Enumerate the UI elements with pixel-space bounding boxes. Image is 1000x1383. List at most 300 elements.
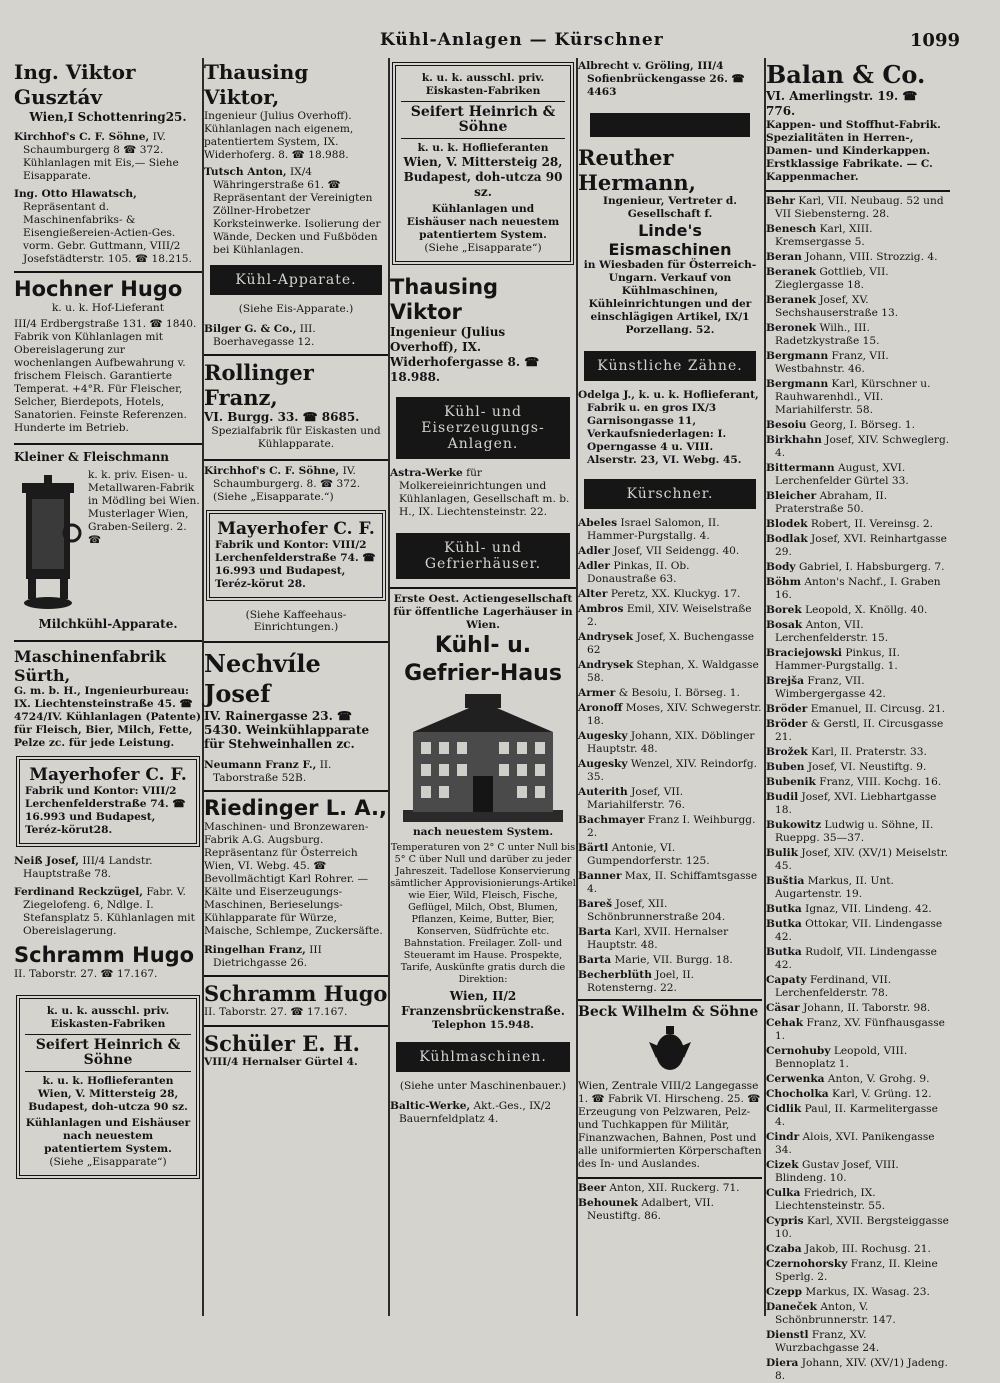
entry-name: Kirchhof's C. F. Söhne,: [14, 131, 150, 143]
directory-entry: [766, 1088, 950, 1101]
directory-entry: [766, 791, 950, 817]
entry-name: Body: [766, 561, 796, 573]
directory-entry: [766, 533, 950, 559]
directory-entry: [390, 467, 576, 519]
entry-name: Butka: [766, 903, 802, 915]
entry-text: Karl, VII. Neubaug. 52 und VII Siebensterng. 28.: [775, 195, 944, 220]
entry-text: & Besoiu, I. Börseg. 1.: [618, 687, 740, 699]
entry-name: Neumann Franz F.,: [204, 759, 317, 771]
entry-name: Andrysek: [578, 659, 634, 671]
entry-name: Bleicher: [766, 490, 817, 502]
entry-text: Israel Salomon, II. Hammer-Purgstallg. 4.: [587, 517, 720, 542]
section-heading: Künstliche Zähne.: [584, 351, 756, 381]
entry-text: Karl, XIII. Kremsergasse 5.: [775, 223, 873, 248]
directory-entry: [766, 946, 950, 972]
advertisement: [204, 975, 388, 1019]
advertiser-text: Ingenieur (Julius Overhoff), IX. Widerhofergasse 8. ☎ 18.988.: [390, 325, 540, 384]
entry-list: [578, 517, 762, 995]
entry-text: August, XVI. Lerchenfelder Gürtel 33.: [775, 462, 909, 487]
entry-text: Georg, I. Börseg. 1.: [809, 419, 915, 431]
entry-name: Culka: [766, 1187, 801, 1199]
entry-text: Josef, VII Seidengg. 40.: [613, 545, 740, 557]
advertisement: [390, 275, 576, 385]
entry-text: Josef, XII. Schönbrunnerstraße 204.: [587, 898, 726, 923]
entry-name: Neiß Josef,: [14, 855, 79, 867]
entry-name: Cypris: [766, 1215, 804, 1227]
entry-name: Bosak: [766, 619, 803, 631]
column-1: [14, 60, 202, 1318]
advertiser-name: Reuther Hermann,: [578, 145, 696, 195]
entry-name: Ringelhan Franz,: [204, 944, 306, 956]
entry-text: Friedrich, IX. Liechtensteinstr. 55.: [775, 1187, 886, 1212]
directory-entry: [766, 1329, 950, 1355]
advertisement: [204, 790, 388, 938]
advertiser-text: Fabrik und Kontor: VIII/2 Lerchenfelderstraße 74. ☎ 16.993 und Budapest, Teréz-körut 28.: [215, 539, 376, 590]
entry-text: Ignaz, VII. Lindeng. 42.: [805, 903, 932, 915]
entry-name: Bärtl: [578, 842, 609, 854]
entry-name: Adler: [578, 545, 610, 557]
entry-name: Cindr: [766, 1131, 800, 1143]
directory-entry: [766, 1357, 950, 1383]
entry-text: Anton, VII. Lerchenfelderstr. 15.: [775, 619, 889, 644]
advertiser-subtitle: k. u. k. Hoflieferanten: [42, 1075, 174, 1087]
entry-text: Pinkus, II. Hammer-Purgstallg. 1.: [775, 647, 900, 672]
entry-name: Buben: [766, 761, 805, 773]
entry-text: Paul, II. Karmelitergasse 4.: [775, 1103, 938, 1128]
entry-name: Andrysek: [578, 631, 634, 643]
entry-text: Gabriel, I. Habsburgerg. 7.: [798, 561, 945, 573]
directory-entry: [766, 251, 950, 264]
entry-text: Josef, XVI. Reinhartgasse 29.: [775, 533, 947, 558]
advertiser-extra: Kühlanlagen und Eishäuser nach neuestem patentiertem System.: [406, 203, 560, 241]
advertiser-extra: Kühlanlagen und Eishäuser nach neuestem patentiertem System.: [25, 1117, 191, 1155]
entry-text: Jakob, III. Rochusg. 21.: [804, 1243, 931, 1255]
directory-entry: [578, 702, 762, 728]
advertiser-text: VIII/4 Hernalser Gürtel 4.: [204, 1056, 358, 1068]
directory-entry: [766, 419, 950, 432]
entry-text: Karl, XVII. Hernalser Hauptstr. 48.: [587, 926, 729, 951]
advertiser-rest: in Wiesbaden für Österreich-Ungarn. Verkauf von Kühlmaschinen, Kühleinrichtungen und der einschlägigen Artikel, IX/1 Porzellang. 52.: [583, 259, 757, 336]
entry-name: Diera: [766, 1357, 799, 1369]
entry-text: Joel, II. Rotensterng. 22.: [587, 969, 695, 994]
entry-text: Karl, V. Grüng. 12.: [832, 1088, 932, 1100]
entry-text: Franz, XV. Fünfhausgasse 1.: [775, 1017, 945, 1042]
directory-entry: [578, 730, 762, 756]
entry-name: Odelga J.,: [578, 389, 635, 401]
advertiser-name: Schüler E. H.: [204, 1031, 360, 1056]
entry-name: Bittermann: [766, 462, 835, 474]
entry-text: Karl, XVII. Bergsteiggasse 10.: [775, 1215, 949, 1240]
entry-name: Behounek: [578, 1197, 638, 1209]
entry-name: Cerwenka: [766, 1073, 825, 1085]
directory-entry: [766, 761, 950, 774]
advertiser-text: Wien, Zentrale VIII/2 Langegasse 1. ☎ Fabrik VI. Hirscheng. 25. ☎ Erzeugung von Pelzwaren, Pelz- und Tuchkappen für Militär, Finanzwachen, Bahnen, Post und alle uniformierten Körperschaften des In- und Auslandes.: [578, 1080, 762, 1170]
section-heading: Kühl- und Eiserzeugungs-Anlagen.: [396, 397, 570, 459]
entry-text: Anton, XII. Ruckerg. 71.: [609, 1182, 740, 1194]
advertiser-name: Beck Wilhelm & Söhne: [578, 1004, 759, 1020]
entry-text: Alois, XVI. Panikengasse 34.: [775, 1131, 935, 1156]
entry-name: Ferdinand Reckzügel,: [14, 886, 143, 898]
advertisement: [204, 354, 388, 451]
entry-name: Czepp: [766, 1286, 803, 1298]
directory-entry: [390, 1100, 576, 1126]
advertiser-name: Rollinger Franz,: [204, 360, 314, 410]
column-4: [578, 60, 762, 1318]
advertisement-box: [16, 756, 200, 847]
advertiser-text: II. Taborstr. 27. ☎ 17.167.: [204, 1006, 348, 1018]
entry-text: & Gerstl, II. Circusgasse 21.: [775, 718, 944, 743]
advertiser-text: III/4 Erdbergstraße 131. ☎ 1840. Fabrik von Kühlanlagen mit Obereislagerung zur wochenlangen Aufbewahrung v. frischem Fleisch. Garantierte Temperat. +4°R. Für Fleischer, Selcher, Bierdepots, Hotels, Sanatorien. Feinste Referenzen. Hunderte im Betrieb.: [14, 318, 197, 434]
directory-entry: [766, 875, 950, 901]
entry-text: Adalbert, VII. Neustiftg. 86.: [587, 1197, 714, 1222]
advertiser-text: Temperaturen von 2° C unter Null bis 5° C über Null und darüber zu jeder Jahreszeit. Tadellose Konservierung sämtlicher Approvisionierungs-Artikel wie Eier, Wild, Fleisch, Fische, Geflügel, Milch, Obst, Blumen, Pflanzen, Keime, Butter, Bier, Konserven, Südfrüchte etc. Bahnstation. Freilager. Zoll- und Steueramt im Hause. Prospekte, Tarife, Auskünfte gratis durch die Direktion:: [390, 842, 576, 985]
entry-text: Josef, XV. Sechshauserstraße 13.: [775, 294, 899, 319]
page-number: 1099: [909, 30, 960, 51]
entry-name: Bergmann: [766, 378, 829, 390]
directory-entry: [578, 969, 762, 995]
entry-name: Capaty: [766, 974, 807, 986]
directory-entry: [766, 776, 950, 789]
directory-entry: [766, 195, 950, 221]
illustration-caption: nach neuestem System.: [412, 826, 554, 838]
entry-text: Marie, VII. Burgg. 18.: [614, 954, 733, 966]
directory-entry: [766, 322, 950, 348]
advertiser-text: G. m. b. H., Ingenieurbureau: IX. Liechtensteinstraße 45. ☎ 4724/IV. Kühlanlagen (Patente) für Fleisch, Bier, Milch, Fette, Pelze zc. für jede Leistung.: [14, 685, 201, 749]
advertisement: [578, 999, 762, 1171]
entry-name: Aronoff: [578, 702, 623, 714]
advertisement: [204, 60, 388, 162]
entry-text: Gottlieb, VII. Zieglergasse 18.: [775, 266, 889, 291]
advertiser-phone: Telephon 15.948.: [432, 1019, 534, 1031]
directory-entry: [578, 603, 762, 629]
advertiser-name: Mayerhofer C. F.: [217, 519, 375, 539]
directory-entry: [766, 1017, 950, 1043]
entry-name: Bergmann: [766, 350, 829, 362]
advertiser-name: Thausing Viktor: [390, 275, 499, 324]
entry-name: Butka: [766, 918, 802, 930]
directory-entry: [766, 350, 950, 376]
entry-text: Emil, XIV. Weiselstraße 2.: [587, 603, 752, 628]
entry-text: Johann, VIII. Strozzig. 4.: [805, 251, 938, 263]
advertiser-name: Kühl- u. Gefrier-Haus: [404, 633, 562, 686]
advertiser-subtitle: k. u. k. Hoflieferanten: [417, 142, 549, 154]
advertiser-note: (Siehe „Eisapparate“): [424, 242, 542, 254]
eagle-crest-icon: [645, 1024, 695, 1076]
directory-entry: [766, 819, 950, 845]
entry-name: Besoiu: [766, 419, 807, 431]
directory-entry: [766, 1045, 950, 1071]
entry-name: Banner: [578, 870, 622, 882]
directory-entry: [766, 1243, 950, 1256]
advertiser-text: Wien, V. Mittersteig 28, Budapest, doh-utcza 90 sz.: [403, 155, 563, 199]
section-heading: Kühlmaschinen.: [396, 1042, 570, 1072]
entry-name: Budil: [766, 791, 799, 803]
entry-text: Peretz, XX. Kluckyg. 17.: [610, 588, 741, 600]
entry-text: Stephan, X. Waldgasse 58.: [587, 659, 759, 684]
entry-name: Baltic-Werke,: [390, 1100, 471, 1112]
advertisement: [14, 443, 202, 632]
entry-name: Albrecht v. Gröling,: [578, 60, 694, 72]
entry-name: Bulik: [766, 847, 799, 859]
advertisement: [578, 145, 762, 337]
entry-name: Birkhahn: [766, 434, 822, 446]
advertisement: [14, 640, 202, 750]
directory-entry: [578, 1182, 762, 1195]
advertiser-text: Kappen- und Stoffhut-Fabrik. Spezialitäten in Herren-, Damen- und Kinderkappen. Erstklassige Fabrikate. — C. Kappenmacher.: [766, 119, 941, 183]
entry-text: Repräsentant d. Maschinenfabriks- & Eisengießereien-Actien-Ges. vorm. Gebr. Guttmann, VIII/2 Josefstädterstr. 105. ☎ 18.215.: [23, 201, 192, 265]
entry-name: Ambros: [578, 603, 624, 615]
advertiser-product: Milchkühl-Apparate.: [38, 617, 178, 631]
directory-entry: [14, 855, 202, 881]
advertiser-name: Schramm Hugo: [14, 943, 195, 967]
entry-name: Kirchhof's C. F. Söhne,: [204, 465, 340, 477]
directory-entry: [766, 223, 950, 249]
section-heading: Kürschner.: [584, 479, 756, 509]
column-5: [766, 60, 950, 1382]
entry-name: Augesky: [578, 730, 628, 742]
entry-text: Franz, II. Kleine Sperlg. 2.: [775, 1258, 938, 1283]
entry-name: Beronek: [766, 322, 817, 334]
entry-text: Johann, XIX. Döblinger Hauptstr. 48.: [587, 730, 755, 755]
entry-name: Behr: [766, 195, 795, 207]
entry-text: Franz, VII. Wimbergergasse 42.: [775, 675, 886, 700]
entry-text: Leopold, X. Knöllg. 40.: [805, 604, 928, 616]
entry-text: k. u. k. Hoflieferant, Fabrik u. en gros IX/3 Garnisongasse 11, Verkaufsniederlagen: I. Operngasse 4 u. VIII. Alserstr. 23, VI. Webg. 45.: [587, 389, 759, 466]
directory-entry: [204, 944, 388, 970]
directory-entry: [766, 378, 950, 417]
section-heading: Kühl-Apparate.: [210, 265, 382, 295]
entry-name: Borek: [766, 604, 802, 616]
entry-text: Franz, XV. Wurzbachgasse 24.: [775, 1329, 880, 1354]
entry-text: Antonie, VI. Gumpendorferstr. 125.: [587, 842, 710, 867]
entry-name: Bareš: [578, 898, 613, 910]
advertiser-name: Ing. Viktor Gusztáv: [14, 60, 136, 109]
entry-name: Butka: [766, 946, 802, 958]
directory-entry: [766, 1002, 950, 1015]
advertisement: [204, 1025, 388, 1069]
directory-entry: [766, 746, 950, 759]
entry-text: III/4 Sofienbrückengasse 26. ☎ 4463: [587, 60, 745, 98]
entry-name: Chocholka: [766, 1088, 829, 1100]
entry-text: Josef, X. Buchengasse 62: [587, 631, 755, 656]
directory-entry: [204, 323, 388, 349]
entry-text: IV. Schaumburgerg 8 ☎ 372. Kühlanlagen mit Eis,— Siehe Eisapparate.: [23, 131, 179, 182]
advertiser-name: Balan & Co.: [766, 60, 926, 89]
directory-entry: [766, 918, 950, 944]
entry-name: Bröder: [766, 718, 808, 730]
advertiser-name: Seifert Heinrich & Söhne: [25, 1034, 191, 1072]
advertiser-text: IV. Rainergasse 23. ☎ 5430. Weinkühlapparate für Stehweinhallen zc.: [204, 709, 370, 751]
directory-entry: [766, 1286, 950, 1299]
entry-name: Auterith: [578, 786, 628, 798]
entry-name: Beer: [578, 1182, 607, 1194]
entry-text: Johann, II. Taborstr. 98.: [803, 1002, 931, 1014]
directory-entry: [204, 166, 388, 257]
entry-name: Becherblüth: [578, 969, 652, 981]
advertisement: [14, 60, 202, 125]
cross-reference: (Siehe Kaffeehaus-Einrichtungen.): [245, 609, 347, 633]
entry-name: Bilger G. & Co.,: [204, 323, 297, 335]
directory-entry: [766, 1215, 950, 1241]
directory-entry: [14, 131, 202, 183]
entry-name: Beranek: [766, 294, 816, 306]
section-divider-band: [590, 113, 750, 137]
advertiser-name: Mayerhofer C. F.: [29, 765, 187, 785]
directory-entry: [578, 389, 762, 467]
advertiser-note: (Siehe „Eisapparate“): [49, 1156, 167, 1168]
directory-entry: [578, 1197, 762, 1223]
entry-name: Dienstl: [766, 1329, 809, 1341]
directory-entry: [578, 517, 762, 543]
directory-entry: [578, 786, 762, 812]
entry-text: Ferdinand, VII. Lerchenfelderstr. 78.: [775, 974, 892, 999]
entry-name: Astra-Werke: [390, 467, 463, 479]
entry-name: Bukowitz: [766, 819, 822, 831]
entry-text: Akt.-Ges., IX/2 Bauernfeldplatz 4.: [399, 1100, 552, 1125]
directory-entry: [578, 926, 762, 952]
column-3: [390, 60, 576, 1318]
entry-text: Markus, IX. Wasag. 23.: [805, 1286, 930, 1298]
entry-name: Beran: [766, 251, 802, 263]
advertiser-name: Maschinenfabrik Sürth,: [14, 647, 167, 685]
advertiser-address: VI. Amerlingstr. 19. ☎ 776.: [766, 89, 918, 118]
directory-entry: [766, 1187, 950, 1213]
advertiser-text: II. Taborstr. 27. ☎ 17.167.: [14, 968, 158, 980]
directory-entry: [766, 1073, 950, 1086]
directory-entry: [766, 294, 950, 320]
ice-machine-illustration: [14, 473, 84, 613]
column-2: [204, 60, 388, 1318]
directory-entry: [578, 560, 762, 586]
advertiser-text: Ingenieur (Julius Overhoff). Kühlanlagen nach eigenem, patentiertem System, IX. Widerhoferg. 8. ☎ 18.988.: [204, 110, 354, 161]
entry-text: III. Boerhavegasse 12.: [213, 323, 316, 348]
directory-entry: [766, 847, 950, 873]
directory-entry: [766, 703, 950, 716]
directory-entry: [766, 576, 950, 602]
entry-text: Ludwig u. Söhne, II. Rueppg. 35—37.: [775, 819, 934, 844]
entry-name: Bröder: [766, 703, 808, 715]
advertiser-subtitle: k. u. k. Hof-Lieferant: [52, 302, 164, 314]
directory-entry: [578, 687, 762, 700]
directory-entry: [578, 842, 762, 868]
entry-text: Abraham, II. Praterstraße 50.: [775, 490, 888, 515]
entry-text: Emanuel, II. Circusg. 21.: [810, 703, 946, 715]
advertiser-top: Erste Oest. Actiengesellschaft für öffentliche Lagerhäuser in Wien.: [393, 593, 573, 631]
entry-text: II. Taborstraße 52B.: [213, 759, 332, 784]
entry-name: Böhm: [766, 576, 801, 588]
entry-name: Czaba: [766, 1243, 802, 1255]
page-header: [0, 30, 1000, 54]
advertiser-text: Ingenieur, Vertreter d. Gesellschaft f.: [603, 195, 737, 220]
directory-entry: [578, 631, 762, 657]
entry-text: Anton, V. Grohg. 9.: [827, 1073, 930, 1085]
entry-name: Cidlik: [766, 1103, 802, 1115]
advertiser-address: VI. Burgg. 33. ☎ 8685.: [204, 410, 360, 424]
entry-text: Franz, VII. Westbahnstr. 46.: [775, 350, 889, 375]
entry-text: Fabr. V. Ziegelofeng. 6, Ndlge. I. Stefansplatz 5. Kühlanlagen mit Obereislagerung.: [23, 886, 195, 937]
advertiser-name: Thausing Viktor,: [204, 60, 309, 109]
directory-entry: [766, 1301, 950, 1327]
entry-name: Tutsch Anton,: [204, 166, 287, 178]
entry-text: III/4 Landstr. Hauptstraße 78.: [23, 855, 153, 880]
directory-entry: [766, 1258, 950, 1284]
entry-text: Max, II. Schiffamtsgasse 4.: [587, 870, 758, 895]
entry-text: Josef, VII. Mariahilferstr. 76.: [587, 786, 685, 811]
directory-entry: [14, 188, 202, 266]
advertisement-box: [16, 995, 200, 1179]
entry-name: Brejša: [766, 675, 804, 687]
advertisement-box: [206, 510, 386, 601]
entry-name: Bachmayer: [578, 814, 645, 826]
advertiser-top: k. u. k. ausschl. priv. Eiskasten-Fabriken: [421, 72, 545, 97]
entry-name: Alter: [578, 588, 608, 600]
entry-text: Anton's Nachf., I. Graben 16.: [775, 576, 941, 601]
entry-text: Franz I. Weihburgg. 2.: [587, 814, 756, 839]
directory-entry: [578, 954, 762, 967]
advertiser-name: Riedinger L. A.,: [204, 796, 388, 820]
directory-entry: [766, 462, 950, 488]
entry-name: Brožek: [766, 746, 808, 758]
entry-name: Beranek: [766, 266, 816, 278]
directory-entry: [204, 459, 388, 504]
entry-list: [578, 1177, 762, 1223]
advertisement: [14, 271, 202, 435]
advertiser-name: Nechvíle Josef: [204, 649, 321, 708]
advertisement: [390, 587, 576, 1032]
directory-entry: [766, 518, 950, 531]
entry-name: Bodlak: [766, 533, 808, 545]
entry-text: Ottokar, VII. Lindengasse 42.: [775, 918, 943, 943]
directory-entry: [578, 870, 762, 896]
entry-name: Cizek: [766, 1159, 799, 1171]
entry-text: IX/4 Währingerstraße 61. ☎ Repräsentant der Vereinigten Zöllner-Hrobetzer Korksteinwerke. Isolierung der Wände, Decken und Fußböden bei Kühlanlagen.: [213, 166, 381, 256]
entry-text: Moses, XIV. Schwegerstr. 18.: [587, 702, 762, 727]
entry-name: Benesch: [766, 223, 817, 235]
entry-text: Josef, XVI. Liebhartgasse 18.: [775, 791, 937, 816]
entry-text: III Dietrichgasse 26.: [213, 944, 322, 969]
directory-entry: [578, 545, 762, 558]
advertiser-name: Kleiner & Fleischmann: [14, 450, 170, 464]
entry-name: Buštia: [766, 875, 805, 887]
directory-entry: [766, 974, 950, 1000]
directory-entry: [14, 886, 202, 938]
directory-entry: [766, 1159, 950, 1185]
directory-entry: [766, 903, 950, 916]
directory-entry: [766, 675, 950, 701]
entry-text: Josef, XIV. Schweglerg. 4.: [775, 434, 950, 459]
advertiser-top: k. u. k. ausschl. priv. Eiskasten-Fabriken: [46, 1005, 170, 1030]
cross-reference: (Siehe Eis-Apparate.): [238, 303, 354, 315]
entry-text: für Molkereieinrichtungen und Kühlanlagen, Gesellschaft m. b. H., IX. Liechtensteinstr. 22.: [399, 467, 570, 518]
entry-name: Czernohorsky: [766, 1258, 848, 1270]
directory-entry: [766, 647, 950, 673]
entry-text: Gustav Josef, VIII. Blindeng. 10.: [775, 1159, 899, 1184]
directory-entry: [766, 718, 950, 744]
advertisement: [14, 943, 202, 981]
entry-text: Josef, VI. Neustiftg. 9.: [807, 761, 927, 773]
entry-list: [766, 190, 950, 1383]
directory-entry: [578, 659, 762, 685]
directory-entry: [204, 759, 388, 785]
directory-entry: [766, 561, 950, 574]
entry-name: Bubenik: [766, 776, 816, 788]
directory-entry: [766, 434, 950, 460]
entry-text: Franz, VIII. Kochg. 16.: [819, 776, 942, 788]
directory-entry: [766, 604, 950, 617]
advertiser-name: Hochner Hugo: [14, 277, 183, 301]
entry-text: Karl, Kürschner u. Rauhwarenhdl., VII. Mariahilferstr. 58.: [775, 378, 931, 416]
section-heading: Kühl- und Gefrierhäuser.: [396, 533, 570, 579]
